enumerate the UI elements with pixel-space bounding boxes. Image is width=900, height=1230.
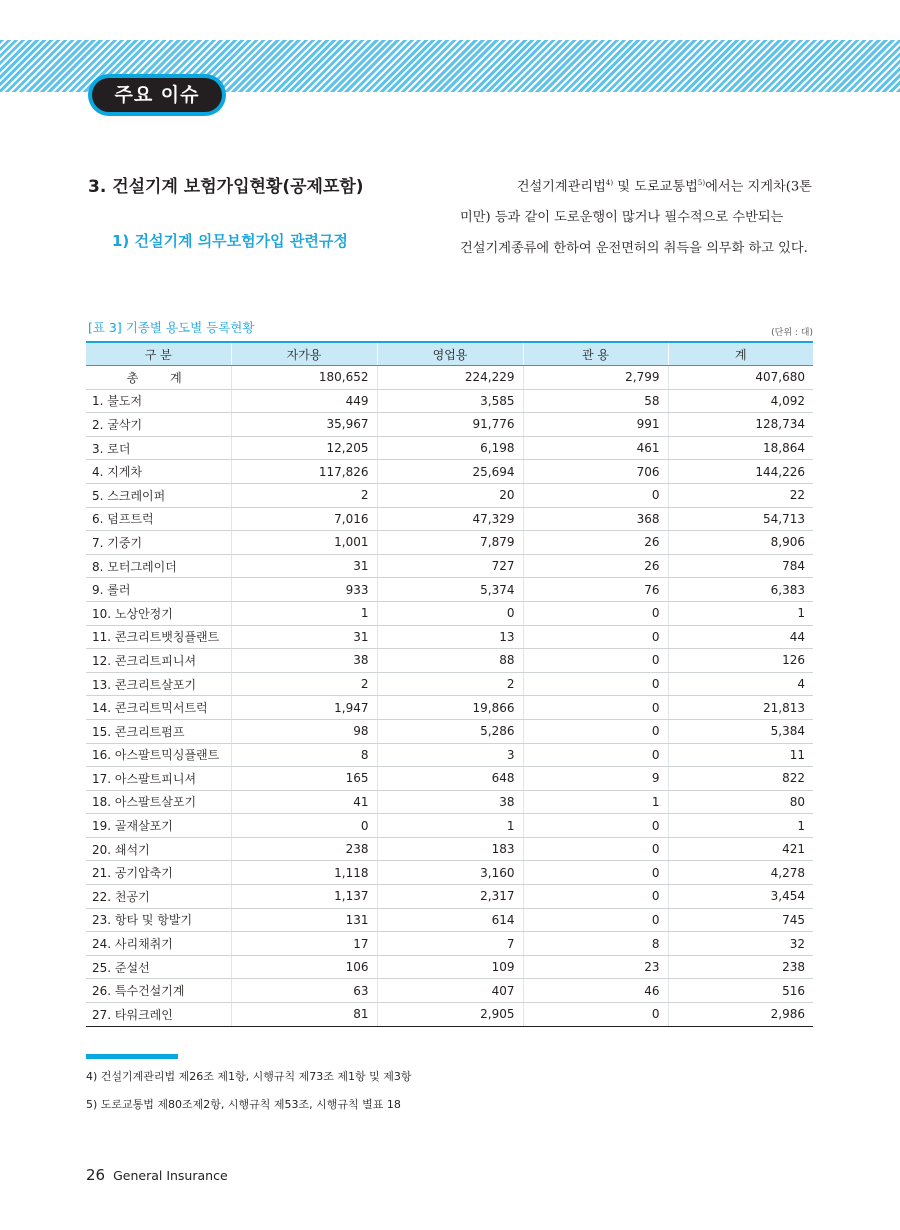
row-private: 131 [231,908,377,932]
row-private: 0 [231,814,377,838]
row-total: 238 [668,955,813,979]
row-total: 144,226 [668,460,813,484]
row-total: 21,813 [668,696,813,720]
row-commercial: 5,374 [377,578,523,602]
row-government: 8 [523,932,668,956]
row-commercial: 183 [377,837,523,861]
publication-name: General Insurance [113,1168,228,1183]
table-row [86,554,813,578]
row-category: 23. 항타 및 항발기 [86,908,231,932]
row-category: 18. 아스팔트살포기 [86,790,231,814]
row-commercial: 3,160 [377,861,523,885]
footnote-divider [86,1054,178,1059]
table-row [86,389,813,413]
row-government: 26 [523,531,668,555]
row-government: 58 [523,389,668,413]
row-government: 0 [523,649,668,673]
row-government: 461 [523,436,668,460]
table-row [86,413,813,437]
intro-line-1 [460,168,812,202]
row-total: 80 [668,790,813,814]
row-commercial: 20 [377,483,523,507]
section-label-pill [88,74,226,116]
table-row [86,932,813,956]
row-commercial: 13 [377,625,523,649]
header-government: 관 용 [523,342,668,366]
row-private: 81 [231,1003,377,1027]
row-private: 165 [231,767,377,791]
row-private: 98 [231,719,377,743]
row-category: 19. 골재살포기 [86,814,231,838]
row-total: 18,864 [668,436,813,460]
row-total: 822 [668,767,813,791]
row-commercial: 2 [377,672,523,696]
row-government: 706 [523,460,668,484]
table-row [86,885,813,909]
table-row [86,649,813,673]
row-private: 1,001 [231,531,377,555]
row-government: 9 [523,767,668,791]
table-row [86,1003,813,1027]
row-category: 8. 모터그레이더 [86,554,231,578]
row-private: 31 [231,554,377,578]
row-government: 0 [523,672,668,696]
row-government: 0 [523,837,668,861]
row-total: 745 [668,908,813,932]
table-row [86,719,813,743]
row-commercial: 2,317 [377,885,523,909]
row-private: 7,016 [231,507,377,531]
row-category: 12. 콘크리트피니셔 [86,649,231,673]
row-government: 368 [523,507,668,531]
row-category: 13. 콘크리트살포기 [86,672,231,696]
row-government: 2,799 [523,366,668,390]
table-header-row [86,342,813,366]
row-commercial: 6,198 [377,436,523,460]
footnote-ref-5: 5) [697,179,706,187]
page-number: 26 [86,1166,106,1184]
row-total: 6,383 [668,578,813,602]
row-commercial: 47,329 [377,507,523,531]
table-row [86,366,813,390]
row-category: 1. 불도저 [86,389,231,413]
table-row [86,979,813,1003]
table-row [86,861,813,885]
row-category: 11. 콘크리트뱃칭플랜트 [86,625,231,649]
row-commercial: 25,694 [377,460,523,484]
row-total: 2,986 [668,1003,813,1027]
intro-line-2: 미만) 등과 같이 도로운행이 많거나 필수적으로 수반되는 [460,210,784,226]
row-commercial: 7 [377,932,523,956]
row-commercial: 38 [377,790,523,814]
header-private: 자가용 [231,342,377,366]
row-government: 0 [523,885,668,909]
row-government: 0 [523,601,668,625]
row-commercial: 109 [377,955,523,979]
intro-text-b: 및 도로교통법 [613,179,698,195]
article-heading: 3. 건설기계 보험가입현황(공제포함) [88,177,364,197]
table-caption: [표 3] 기종별 용도별 등록현황 [88,320,255,335]
intro-text-a: 건설기계관리법 [516,179,606,195]
footnote-ref-4: 4) [605,179,614,187]
table-row [86,507,813,531]
table-row [86,531,813,555]
row-government: 26 [523,554,668,578]
row-private: 117,826 [231,460,377,484]
row-category: 24. 사리채취기 [86,932,231,956]
row-category: 4. 지게차 [86,460,231,484]
row-total: 11 [668,743,813,767]
table-row [86,672,813,696]
table-row [86,767,813,791]
row-total: 128,734 [668,413,813,437]
row-total: 126 [668,649,813,673]
table-row [86,955,813,979]
row-private: 1,947 [231,696,377,720]
row-category: 22. 천공기 [86,885,231,909]
row-commercial: 224,229 [377,366,523,390]
row-commercial: 3 [377,743,523,767]
row-private: 38 [231,649,377,673]
row-government: 1 [523,790,668,814]
row-government: 46 [523,979,668,1003]
row-government: 76 [523,578,668,602]
row-total: 4 [668,672,813,696]
row-government: 0 [523,625,668,649]
row-category: 26. 특수건설기계 [86,979,231,1003]
table-row [86,790,813,814]
page-footer [86,1166,228,1184]
table-row [86,625,813,649]
row-total: 44 [668,625,813,649]
table-row [86,837,813,861]
row-category: 27. 타워크레인 [86,1003,231,1027]
table-row [86,696,813,720]
row-category: 총 계 [86,366,231,390]
row-commercial: 7,879 [377,531,523,555]
row-category: 16. 아스팔트믹싱플랜트 [86,743,231,767]
intro-line-3: 건설기계종류에 한하여 운전면허의 취득을 의무화 하고 있다. [460,241,808,257]
row-category: 5. 스크레이퍼 [86,483,231,507]
table-row [86,483,813,507]
row-commercial: 648 [377,767,523,791]
row-government: 991 [523,413,668,437]
registration-table [86,341,813,1027]
row-commercial: 3,585 [377,389,523,413]
table-row [86,578,813,602]
row-commercial: 2,905 [377,1003,523,1027]
table-row [86,814,813,838]
footnote-4: 4) 건설기계관리법 제26조 제1항, 시행규칙 제73조 제1항 및 제3항 [86,1070,412,1083]
row-category: 10. 노상안정기 [86,601,231,625]
row-total: 4,092 [668,389,813,413]
row-private: 63 [231,979,377,1003]
row-private: 106 [231,955,377,979]
header-commercial: 영업용 [377,342,523,366]
row-private: 41 [231,790,377,814]
row-government: 23 [523,955,668,979]
row-total: 4,278 [668,861,813,885]
row-category: 6. 덤프트럭 [86,507,231,531]
row-private: 8 [231,743,377,767]
row-private: 449 [231,389,377,413]
row-category: 21. 공기압축기 [86,861,231,885]
row-category: 25. 준설선 [86,955,231,979]
table-row [86,601,813,625]
intro-text-c: 에서는 지게차(3톤 [705,179,812,195]
row-government: 0 [523,719,668,743]
row-total: 1 [668,814,813,838]
row-private: 933 [231,578,377,602]
row-commercial: 5,286 [377,719,523,743]
row-private: 1,118 [231,861,377,885]
row-total: 407,680 [668,366,813,390]
row-commercial: 0 [377,601,523,625]
row-government: 0 [523,743,668,767]
row-private: 2 [231,483,377,507]
header-total: 계 [668,342,813,366]
row-commercial: 614 [377,908,523,932]
row-private: 2 [231,672,377,696]
row-private: 12,205 [231,436,377,460]
row-private: 1,137 [231,885,377,909]
section-label: 주요 이슈 [92,78,222,112]
header-category: 구 분 [86,342,231,366]
row-total: 1 [668,601,813,625]
row-total: 54,713 [668,507,813,531]
row-category: 14. 콘크리트믹서트럭 [86,696,231,720]
row-category: 20. 쇄석기 [86,837,231,861]
table-unit: (단위 : 대) [771,328,813,338]
row-government: 0 [523,814,668,838]
row-commercial: 727 [377,554,523,578]
row-category: 17. 아스팔트피니셔 [86,767,231,791]
row-commercial: 88 [377,649,523,673]
row-category: 15. 콘크리트펌프 [86,719,231,743]
row-commercial: 19,866 [377,696,523,720]
row-category: 2. 굴삭기 [86,413,231,437]
row-total: 3,454 [668,885,813,909]
row-category: 7. 기중기 [86,531,231,555]
row-category: 9. 롤러 [86,578,231,602]
row-total: 421 [668,837,813,861]
row-private: 180,652 [231,366,377,390]
table-row [86,460,813,484]
row-government: 0 [523,1003,668,1027]
row-commercial: 91,776 [377,413,523,437]
table-row [86,743,813,767]
table-row [86,908,813,932]
row-total: 784 [668,554,813,578]
row-government: 0 [523,483,668,507]
row-total: 22 [668,483,813,507]
row-total: 5,384 [668,719,813,743]
article-subheading: 1) 건설기계 의무보험가입 관련규정 [112,232,348,250]
row-government: 0 [523,908,668,932]
row-government: 0 [523,861,668,885]
table-body [86,366,813,1027]
row-private: 1 [231,601,377,625]
row-private: 35,967 [231,413,377,437]
row-category: 3. 로더 [86,436,231,460]
row-government: 0 [523,696,668,720]
table-row [86,436,813,460]
row-commercial: 1 [377,814,523,838]
intro-paragraph [460,168,812,264]
row-total: 516 [668,979,813,1003]
row-private: 31 [231,625,377,649]
row-total: 8,906 [668,531,813,555]
row-private: 238 [231,837,377,861]
row-total: 32 [668,932,813,956]
footnote-5: 5) 도로교통법 제80조제2항, 시행규칙 제53조, 시행규칙 별표 18 [86,1098,401,1111]
row-private: 17 [231,932,377,956]
row-commercial: 407 [377,979,523,1003]
